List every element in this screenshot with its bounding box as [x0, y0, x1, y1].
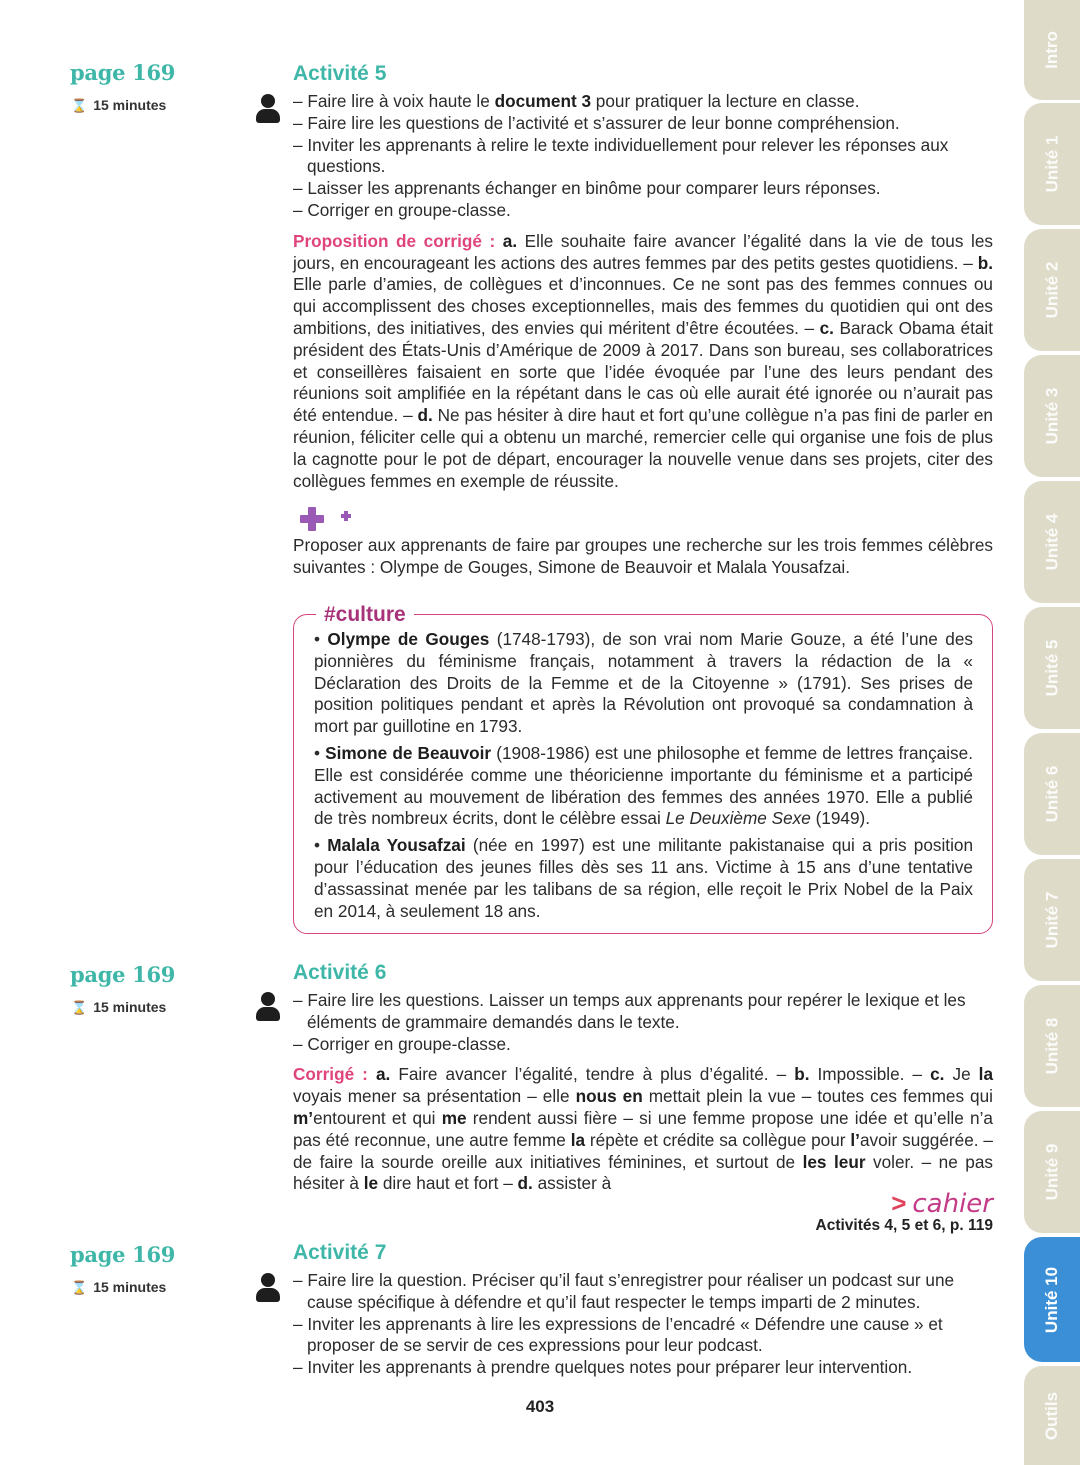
culture-title: #culture — [316, 603, 414, 627]
text-segment: dire haut et fort – — [378, 1173, 518, 1194]
text-segment: – Inviter les apprenants à prendre quelques notes pour préparer leur intervention. — [293, 1357, 913, 1378]
bold-text: Simone de Beauvoir — [325, 742, 492, 763]
arrow-icon: > — [891, 1188, 907, 1218]
text-segment: Le Deuxième Sexe — [665, 808, 811, 829]
tab-label: Unité 5 — [1042, 639, 1061, 697]
tab-unit-9[interactable] — [1024, 1111, 1080, 1233]
individual-work-icon — [256, 1273, 280, 1303]
bold-text: m’ — [293, 1107, 314, 1128]
text-segment: Elle parle d’amies, de collègues et d’inconnues. Ce ne sont pas des femmes connues ou qui accomplissent des choses exceptionnelles, mais des femmes du quotidien qui ont des ambitions, des initiatives, des envies qui méritent d’être écoutées. – — [293, 274, 993, 338]
tab-label: Unité 8 — [1042, 1017, 1061, 1075]
bold-text: la — [978, 1064, 994, 1085]
bold-text: document 3 — [494, 91, 592, 111]
text-segment: voyais mener sa présentation – elle — [293, 1086, 576, 1107]
text-segment: – Laisser les apprenants échanger en binôme pour comparer leurs réponses. — [293, 178, 881, 199]
bold-text: nous en — [575, 1086, 643, 1107]
text-segment: (1949). — [810, 808, 871, 829]
instruction-item — [293, 1357, 993, 1379]
bold-text: a. — [502, 230, 518, 251]
bold-text: a. — [375, 1064, 391, 1085]
answer-label: Corrigé : — [293, 1064, 376, 1085]
plus-icon — [300, 505, 360, 538]
tab-label: Unité 10 — [1042, 1266, 1062, 1333]
instruction-item — [293, 135, 993, 179]
culture-paragraph — [314, 743, 973, 830]
text-segment: (1908-1986) est une philosophe et femme de lettres française. Elle est considérée comme une théoricienne importante du féminisme et a participé activement au mouvement de libération des femmes des années 1970. Elle a publié de très nombreux écrits, dont le célèbre essai — [314, 742, 973, 829]
bold-text: b. — [794, 1064, 810, 1085]
tab-label: Unité 3 — [1042, 387, 1061, 445]
instruction-item — [293, 91, 993, 113]
tab-unit-6[interactable] — [1024, 733, 1080, 855]
text-segment: (1748-1793), de son vrai nom Marie Gouze, a été l’une des pionnières du féminisme français, notamment à travers la rédaction de la « Déclaration des Droits de la Femme et de la Citoyenne » (1791). Ses prises de position politiques pendant et après la Révolution ont provoqué sa condamnation à mort par guillotine en 1793. — [314, 629, 973, 737]
answer-text — [293, 1064, 993, 1195]
individual-work-icon — [256, 992, 280, 1022]
tab-label: Unité 4 — [1042, 513, 1061, 571]
text-segment: Impossible. – — [809, 1064, 931, 1085]
text-segment: – Faire lire la question. Préciser qu’il faut s’enregistrer pour réaliser un podcast sur une cause spécifique à défendre et qu’il faut respecter le temps imparti de 2 minutes. — [293, 1270, 955, 1312]
bold-text: me — [441, 1107, 467, 1128]
text-segment: – Inviter les apprenants à lire les expressions de l’encadré « Défendre une cause » et proposer de se servir de ces expressions pour leur podcast. — [293, 1313, 943, 1356]
activity-title: Activité 5 — [293, 62, 387, 85]
text-segment: – Inviter les apprenants à relire le texte individuellement pour relever les réponses aux questions. — [293, 134, 949, 177]
tab-label: Unité 1 — [1042, 135, 1061, 193]
bold-text: le — [363, 1173, 379, 1194]
text-segment: Je — [944, 1064, 979, 1085]
instruction-item — [293, 1034, 993, 1056]
tab-label: Unité 6 — [1042, 765, 1061, 823]
text-segment: entourent et qui — [313, 1107, 442, 1128]
page-number: 403 — [525, 1397, 555, 1416]
text-segment: (née en 1997) est une militante pakistanaise qui a pris position pour l’éducation des jeunes filles dès ses 11 ans. Victime à 15 ans d’une tentative d’assassinat menée par les talibans de sa région, elle reçoit le Prix Nobel de la Paix en 2014, à seulement 18 ans. — [314, 835, 974, 921]
culture-box — [293, 603, 993, 934]
text-segment: avoir suggérée. – de faire la sourde oreille aux initiatives féminines, et surtout de — [293, 1129, 993, 1172]
page-reference: page 169 — [70, 60, 176, 85]
text-segment: assister à — [532, 1173, 612, 1194]
text-segment: • — [314, 835, 328, 856]
instruction-item — [293, 1270, 993, 1314]
tab-unit-1[interactable] — [1024, 103, 1080, 225]
duration: ⌛ 15 minutes — [71, 1279, 167, 1295]
culture-paragraph — [314, 629, 973, 738]
bold-text: la — [570, 1129, 586, 1150]
text-segment: – Faire lire les questions. Laisser un temps aux apprenants pour repérer le lexique et les éléments de grammaire demandés dans le texte. — [293, 990, 966, 1032]
tab-unit-4[interactable] — [1024, 481, 1080, 603]
tab-label: Intro — [1042, 31, 1061, 69]
answer-label: Proposition de corrigé : — [293, 230, 503, 251]
bold-text: les leur — [802, 1151, 866, 1172]
instruction-item — [293, 178, 993, 200]
text-segment: mettait plein la vue – toutes ces femmes qui — [642, 1086, 993, 1107]
tab-label: Unité 2 — [1042, 261, 1061, 319]
text-segment: Ne pas hésiter à dire haut et fort qu’une collègue n’a pas fini de parler en réunion, féliciter celle qui a obtenu un marché, remercier celle qui organise une fois de plus la cagnotte pour le pot de départ, encourager la nouvelle venue dans ses projets, citer des collègues femmes en exemple de réussite. — [293, 405, 993, 491]
duration: ⌛ 15 minutes — [71, 999, 167, 1015]
bold-text: c. — [819, 317, 834, 338]
hourglass-icon: ⌛ — [71, 98, 88, 113]
individual-work-icon — [256, 94, 280, 124]
hourglass-icon: ⌛ — [71, 1000, 88, 1015]
text-segment: • — [314, 742, 326, 763]
tab-unit-3[interactable] — [1024, 355, 1080, 477]
activity-6-body — [293, 990, 993, 1195]
tab-label: Unité 9 — [1042, 1143, 1061, 1201]
text-segment: – Faire lire les questions de l’activité et s’assurer de leur bonne compréhension. — [293, 112, 900, 133]
text-segment: – Corriger en groupe-classe. — [293, 199, 511, 220]
tab-unit-10[interactable] — [1024, 1237, 1080, 1362]
activity-7-body — [293, 1270, 993, 1379]
text-segment: pour pratiquer la lecture en classe. — [591, 91, 860, 111]
instruction-item — [293, 990, 993, 1034]
text-segment: • — [314, 629, 328, 649]
bold-text: l’ — [850, 1129, 860, 1150]
tab-label: Unité 7 — [1042, 891, 1061, 949]
activity-title: Activité 7 — [293, 1241, 387, 1264]
bold-text: Olympe de Gouges — [327, 629, 490, 649]
bold-text: d. — [417, 405, 433, 426]
activity-title: Activité 6 — [293, 961, 387, 984]
tab-unit-5[interactable] — [1024, 607, 1080, 729]
text-segment: rendent aussi fière – si une femme propose une idée et qu’elle n’a pas été reconnue, une autre femme — [293, 1107, 993, 1150]
page-reference: page 169 — [70, 962, 176, 987]
culture-paragraph — [314, 835, 973, 922]
bold-text: Malala Yousafzai — [327, 835, 466, 856]
page-reference: page 169 — [70, 1242, 176, 1267]
instruction-item — [293, 113, 993, 135]
tab-unit-7[interactable] — [1024, 859, 1080, 981]
text-segment: répète et crédite sa collègue pour — [585, 1129, 851, 1150]
instruction-item — [293, 1314, 993, 1358]
duration: ⌛ 15 minutes — [71, 97, 167, 113]
instruction-item — [293, 200, 993, 222]
tab-unit-8[interactable] — [1024, 985, 1080, 1107]
tab-label: Outils — [1041, 1391, 1061, 1440]
bold-text: d. — [517, 1173, 533, 1194]
bold-text: c. — [930, 1064, 945, 1085]
text-segment: Barack Obama était président des États-Unis d’Amérique de 2009 à 2017. Dans son bureau, ses collaboratrices et conseillères faisaient en sorte que l’idée évoquée par l’une des leurs pendant des réunions soit amplifiée en la répétant dans le cas où elle aurait été ignorée ou n’aurait pas été entendue. – — [293, 317, 993, 426]
extension-text: Proposer aux apprenants de faire par groupes une recherche sur les trois femmes célèbres suivantes : Olympe de Gouges, Simone de Beauvoir et Malala Yousafzai. — [293, 535, 993, 577]
hourglass-icon: ⌛ — [71, 1280, 88, 1295]
text-segment: – Corriger en groupe-classe. — [293, 1033, 511, 1054]
text-segment: – Faire lire à voix haute le — [293, 91, 495, 111]
text-segment: Faire avancer l’égalité, tendre à plus d’égalité. – — [390, 1064, 795, 1085]
activity-5-body — [293, 91, 993, 492]
text-segment: Elle souhaite faire avancer l’égalité dans la vie de tous les jours, en encourageant les actions des autres femmes par des petits gestes quotidiens. – — [293, 230, 993, 273]
bold-text: b. — [977, 252, 993, 273]
cahier-reference[interactable]: > cahier Activités 4, 5 et 6, p. 119 — [815, 1188, 993, 1234]
tab-unit-2[interactable] — [1024, 229, 1080, 351]
text-segment: voler. – ne pas hésiter à — [293, 1151, 993, 1194]
tab-intro[interactable] — [1024, 0, 1080, 100]
answer-text — [293, 231, 993, 493]
